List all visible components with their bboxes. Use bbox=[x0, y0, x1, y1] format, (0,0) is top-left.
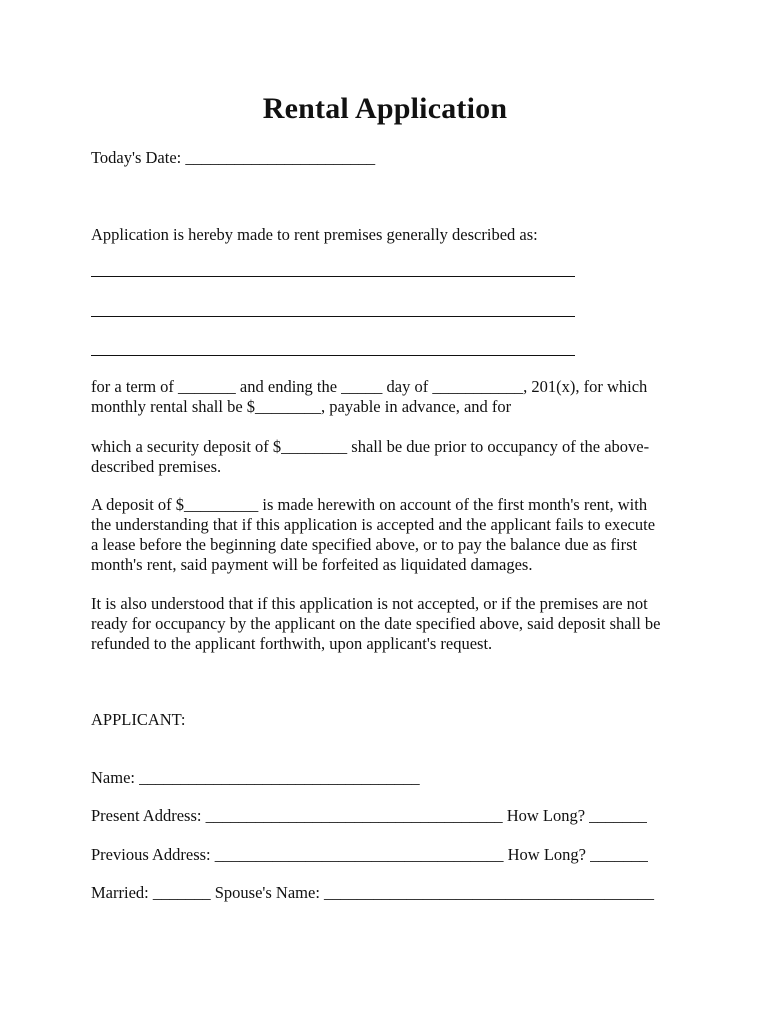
deposit-paragraph-line-4: month's rent, said payment will be forfeited as liquidated damages. bbox=[91, 555, 533, 574]
applicant-heading: APPLICANT: bbox=[91, 710, 186, 729]
deposit-paragraph-line-2: the understanding that if this application is accepted and the applicant fails to execute bbox=[91, 515, 656, 534]
refund-paragraph-line-2: ready for occupancy by the applicant on the date specified above, said deposit shall be bbox=[91, 614, 661, 633]
security-deposit-line-2: described premises. bbox=[91, 457, 222, 476]
married-field: Married: _______ Spouse's Name: ________________________________________ bbox=[91, 883, 655, 902]
present-address-field: Present Address: ____________________________________ How Long? _______ bbox=[91, 806, 647, 825]
deposit-paragraph-line-3: a lease before the beginning date specified above, or to pay the balance due as first bbox=[91, 535, 638, 554]
todays-date-field: Today's Date: _______________________ bbox=[91, 148, 376, 167]
document-title: Rental Application bbox=[262, 92, 508, 125]
refund-paragraph-line-1: It is also understood that if this application is not accepted, or if the premises are not bbox=[91, 594, 648, 613]
security-deposit-line-1: which a security deposit of $________ shall be due prior to occupancy of the above- bbox=[91, 437, 650, 456]
premises-description-line-2 bbox=[91, 316, 575, 317]
premises-description-line-1 bbox=[91, 276, 575, 277]
intro-text: Application is hereby made to rent premises generally described as: bbox=[91, 225, 538, 244]
deposit-paragraph-line-1: A deposit of $_________ is made herewith on account of the first month's rent, with bbox=[91, 495, 648, 514]
previous-address-field: Previous Address: ___________________________________ How Long? _______ bbox=[91, 845, 648, 864]
refund-paragraph-line-3: refunded to the applicant forthwith, upon applicant's request. bbox=[91, 634, 493, 653]
term-line-2: monthly rental shall be $________, payable in advance, and for bbox=[91, 397, 512, 416]
term-line-1: for a term of _______ and ending the _____ day of ___________, 201(x), for which bbox=[91, 377, 648, 396]
name-field: Name: __________________________________ bbox=[91, 768, 420, 787]
premises-description-line-3 bbox=[91, 355, 575, 356]
